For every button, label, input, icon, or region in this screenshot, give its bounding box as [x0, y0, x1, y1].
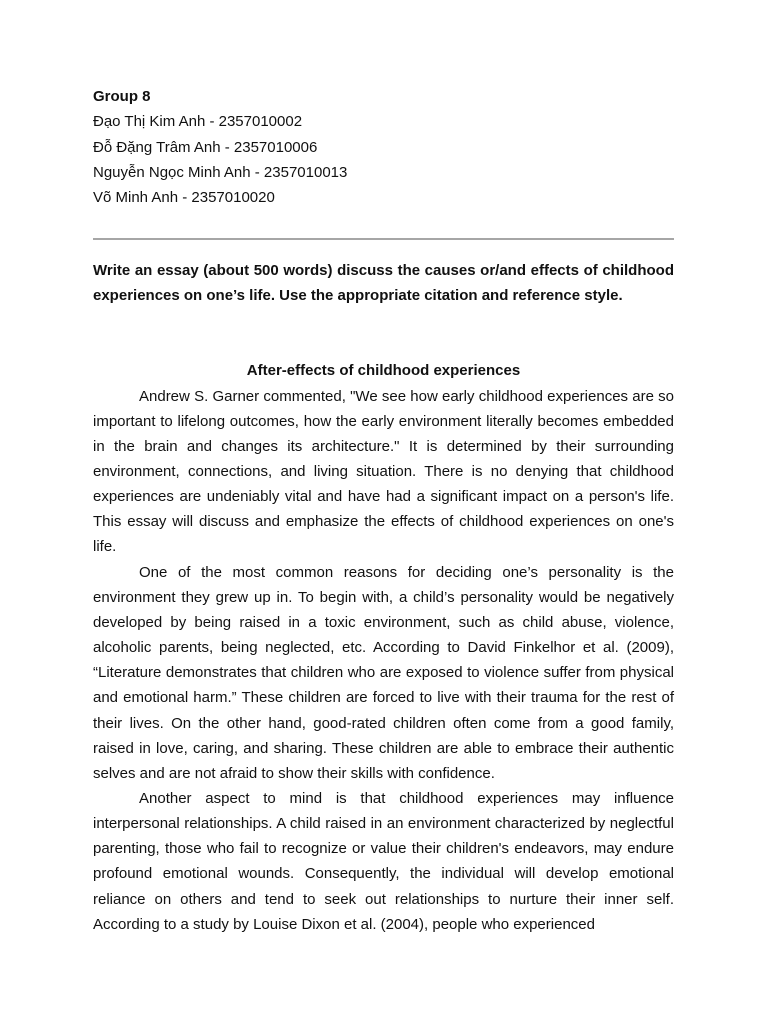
group-info — [93, 84, 674, 210]
group-title: Group 8 — [93, 88, 151, 105]
essay-body — [93, 384, 674, 937]
group-member: Võ Minh Anh - 2357010020 — [93, 189, 275, 207]
essay-prompt: Write an essay (about 500 words) discuss the causes or/and effects of childhood experiences on one’s life. Use the appropriate citation and reference style. — [93, 262, 674, 305]
group-member: Đỗ Đặng Trâm Anh - 2357010006 — [93, 138, 318, 156]
essay-paragraph: One of the most common reasons for deciding one’s personality is the environment they grew up in. To begin with, a child’s personality would be negatively developed by being raised in a toxic environment, such as child abuse, violence, alcoholic parents, being neglected, etc. According to David Finkelhor et al. (2009), “Literature demonstrates that children who are exposed to violence suffer from physical and emotional harm.” These children are forced to live with their trauma for the rest of their lives. On the other hand, good-rated children often come from a good family, raised in love, caring, and sharing. These children are able to embrace their authentic selves and are not afraid to show their skills with confidence. — [93, 563, 674, 782]
horizontal-divider — [93, 238, 674, 240]
essay-paragraph: Another aspect to mind is that childhood experiences may influence interpersonal relationships. A child raised in an environment characterized by neglectful parenting, those who fail to recognize or value their children's endeavors, may endure profound emotional wounds. Consequently, the individual will develop emotional reliance on others and tend to seek out relationships to nurture their inner self. According to a study by Louise Dixon et al. (2004), people who experienced — [93, 790, 674, 933]
essay-title: After-effects of childhood experiences — [246, 362, 521, 379]
essay-paragraph: Andrew S. Garner commented, "We see how early childhood experiences are so important to lifelong outcomes, how the early environment literally becomes embedded in the brain and changes its architecture." It is determined by their surrounding environment, connections, and living situation. There is no denying that childhood experiences are undeniably vital and have had a significant impact on a person's life. This essay will discuss and emphasize the effects of childhood experiences on one's life. — [93, 387, 674, 556]
group-member: Nguyễn Ngọc Minh Anh - 2357010013 — [93, 163, 348, 181]
group-member: Đạo Thị Kim Anh - 2357010002 — [93, 113, 303, 131]
